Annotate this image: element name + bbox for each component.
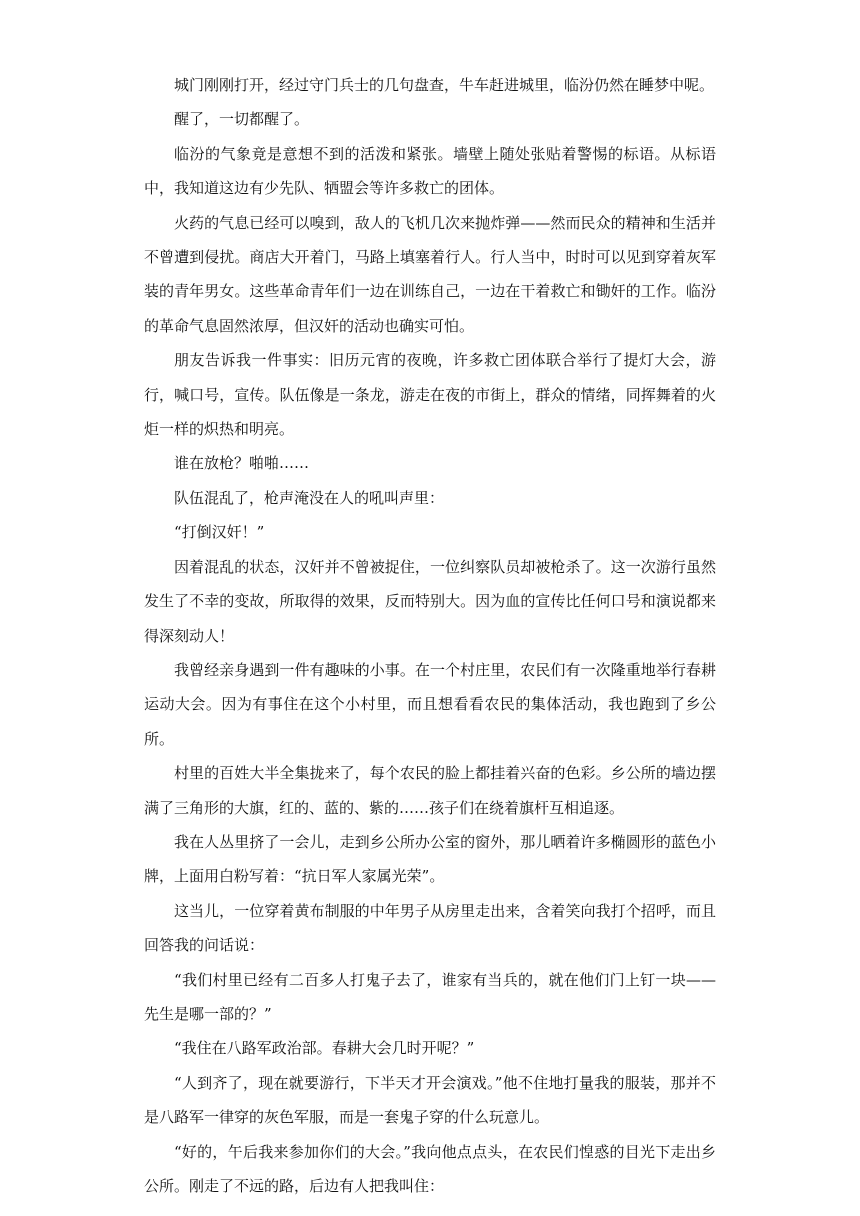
paragraph-3: 临汾的气象竟是意想不到的活泼和紧张。墙壁上随处张贴着警惕的标语。从标语中，我知道这边有少先队、牺盟会等许多救亡的团体。 — [144, 144, 716, 198]
paragraph-7: 队伍混乱了，枪声淹没在人的吼叫声里： — [174, 488, 445, 507]
paragraph-17: “好的，午后我来参加你们的大会。”我向他点点头，在农民们惶惑的目光下走出乡公所。刚走了不远的路，后边有人把我叫住： — [144, 1142, 716, 1195]
paragraph-1: 城门刚刚打开，经过守门兵士的几句盘查，牛车赶进城里，临汾仍然在睡梦中呢。 — [174, 76, 715, 94]
paragraph-14: “我们村里已经有二百多人打鬼子去了，谁家有当兵的，就在他们门上钉一块——先生是哪一部的？” — [144, 970, 716, 1023]
paragraph-13: 这当儿，一位穿着黄布制服的中年男子从房里走出来，含着笑向我打个招呼，而且回答我的问话说： — [144, 901, 716, 955]
document-body — [144, 68, 716, 1203]
paragraph-5: 朋友告诉我一件事实：旧历元宵的夜晚，许多救亡团体联合举行了提灯大会，游行，喊口号，宣传。队伍像是一条龙，游走在夜的市街上，群众的情绪，同挥舞着的火炬一样的炽热和明亮。 — [144, 351, 716, 439]
paragraph-6: 谁在放枪？啪啪…… — [174, 454, 310, 473]
paragraph-10: 我曾经亲身遇到一件有趣味的小事。在一个村庄里，农民们有一次隆重地举行春耕运动大会。因为有事住在这个小村里，而且想看看农民的集体活动，我也跑到了乡公所。 — [144, 660, 716, 748]
paragraph-12: 我在人丛里挤了一会儿，走到乡公所办公室的窗外，那儿晒着许多椭圆形的蓝色小牌，上面用白粉写着：“抗日军人家属光荣”。 — [144, 832, 716, 886]
paragraph-8: “打倒汉奸！” — [174, 523, 265, 542]
paragraph-16: “人到齐了，现在就要游行，下半天才开会演戏。”他不住地打量我的服装，那并不是八路军一律穿的灰色军服，而是一套鬼子穿的什么玩意儿。 — [144, 1073, 716, 1127]
paragraph-11: 村里的百姓大半全集拢来了，每个农民的脸上都挂着兴奋的色彩。乡公所的墙边摆满了三角形的大旗，红的、蓝的、紫的……孩子们在绕着旗杆互相追逐。 — [144, 764, 716, 817]
paragraph-9: 因着混乱的状态，汉奸并不曾被捉住，一位纠察队员却被枪杀了。这一次游行虽然发生了不幸的变故，所取得的效果，反而特别大。因为血的宣传比任何口号和演说都来得深刻动人！ — [144, 557, 716, 645]
paragraph-15: “我住在八路军政治部。春耕大会几时开呢？” — [174, 1039, 475, 1058]
paragraph-2: 醒了，一切都醒了。 — [174, 110, 310, 129]
paragraph-4: 火药的气息已经可以嗅到，敌人的飞机几次来抛炸弹——然而民众的精神和生活并不曾遭到侵扰。商店大开着门，马路上填塞着行人。行人当中，时时可以见到穿着灰军装的青年男女。这些革命青年们一边在训练自己，一边在干着救亡和锄奸的工作。临汾的革命气息固然浓厚，但汉奸的活动也确实可怕。 — [144, 213, 716, 335]
